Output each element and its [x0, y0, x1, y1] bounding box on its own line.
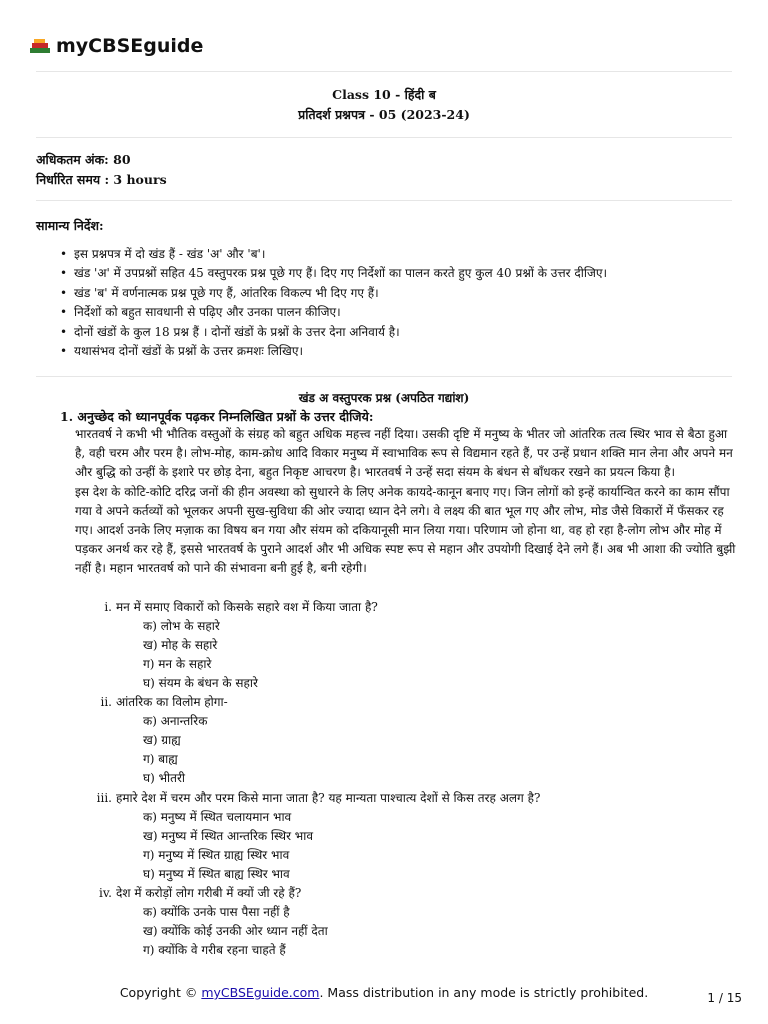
brand-name: myCBSEguide	[56, 35, 204, 57]
option: क) क्योंकि उनके पास पैसा नहीं है	[143, 905, 290, 919]
instructions-heading: सामान्य निर्देश:	[36, 218, 104, 233]
subquestion-text: आंतरिक का विलोम होगा-	[116, 695, 228, 709]
passage-paragraph: इस देश के कोटि-कोटि दरिद्र जनों की हीन अवस्था को सुधारने के लिए अनेक कायदे-कानून बनाए गए। जिन लोगों को इन्हें कार्यान्वित करने का काम सौंपा गया वे अपने कर्तव्यों को भूलकर अपनी सुख-सुविधा की ओर ज्यादा ध्यान देने लगे। वे लक्ष्य की बात भूल गए और लोभ, मोड जैसे विकारों में फँसकर रह गए। आदर्श उनके लिए मज़ाक का विषय बन गया और संयम को दकियानूसी मान लिया गया। परिणाम जो होना था, वह हो रहा है-लोग लोभ और मोह में पड़कर अनर्थ कर रहे हैं, इससे भारतवर्ष के पुराने आदर्श और भी अधिक स्पष्ट रूप से महान और उपयोगी दिखाई देने लगे हैं। अब भी आशा की ज्योति बुझी नहीं है। महान भारतवर्ष को पाने की संभावना बनी हुई है, बनी रहेगी।	[75, 484, 736, 576]
instruction-item: • निर्देशों को बहुत सावधानी से पढ़िए और उनका पालन कीजिए।	[60, 303, 740, 322]
subquestion-number: iii.	[96, 791, 112, 805]
question-number: 1.	[60, 409, 74, 424]
meta-divider	[36, 200, 732, 201]
option: क) लोभ के सहारे	[143, 619, 220, 633]
option: ग) बाह्य	[143, 752, 178, 766]
header-divider	[36, 71, 732, 72]
time-allowed: निर्धारित समय : 3 hours	[36, 172, 167, 187]
option: क) मनुष्य में स्थित चलायमान भाव	[143, 810, 292, 824]
subquestion-iii	[96, 789, 656, 884]
passage	[75, 425, 741, 579]
option: ग) मन के सहारे	[143, 657, 212, 671]
subquestion-ii	[96, 693, 656, 788]
option: ख) क्योंकि कोई उनकी ओर ध्यान नहीं देता	[143, 924, 328, 938]
option: घ) संयम के बंधन के सहारे	[143, 676, 258, 690]
option: क) अनान्तरिक	[143, 714, 208, 728]
paper-class-title: Class 10 - हिंदी ब	[332, 87, 436, 102]
option: ख) मनुष्य में स्थित आन्तरिक स्थिर भाव	[143, 829, 314, 843]
option: ख) ग्राह्य	[143, 733, 181, 747]
option: घ) मनुष्य में स्थित बाह्य स्थिर भाव	[143, 867, 290, 881]
option: ग) मनुष्य में स्थित ग्राह्य स्थिर भाव	[143, 848, 290, 862]
instruction-item: • खंड 'ब' में वर्णनात्मक प्रश्न पूछे गए हैं, आंतरिक विकल्प भी दिए गए हैं।	[60, 284, 740, 303]
subquestion-text: हमारे देश में चरम और परम किसे माना जाता है? यह मान्यता पाश्चात्य देशों से किस तरह अलग है?	[116, 791, 541, 805]
subquestion-i	[96, 598, 656, 693]
instruction-item: • यथासंभव दोनों खंडों के प्रश्नों के उत्तर क्रमशः लिखिए।	[60, 342, 740, 361]
site-header	[28, 32, 203, 60]
section-a-heading: खंड अ वस्तुपरक प्रश्न (अपठित गद्यांश)	[298, 391, 470, 405]
footer-copyright	[0, 985, 768, 1000]
instruction-item: • खंड 'अ' में उपप्रश्नों सहित 45 वस्तुपरक प्रश्न पूछे गए हैं। दिए गए निर्देशों का पालन करते हुए कुल 40 प्रश्नों के उत्तर दीजिए।	[60, 264, 740, 283]
site-link[interactable]: myCBSEguide.com	[201, 985, 320, 1000]
option: ख) मोह के सहारे	[143, 638, 218, 652]
title-divider	[36, 137, 732, 138]
instructions-list	[60, 245, 740, 361]
copyright-suffix: . Mass distribution in any mode is strictly prohibited.	[319, 985, 649, 1000]
subquestion-number: ii.	[100, 695, 112, 709]
subquestion-number: iv.	[98, 886, 112, 900]
subquestion-text: देश में करोड़ों लोग गरीबी में क्यों जी रहे हैं?	[116, 886, 302, 900]
instruction-item: • इस प्रश्नपत्र में दो खंड हैं - खंड 'अ' और 'ब'।	[60, 245, 740, 264]
max-marks: अधिकतम अंक: 80	[36, 152, 131, 167]
question-1-instruction	[60, 408, 373, 425]
page-number: 1 / 15	[707, 991, 742, 1005]
books-logo-icon	[28, 36, 52, 56]
question-instruction-text: अनुच्छेद को ध्यानपूर्वक पढ़कर निम्नलिखित प्रश्नों के उत्तर दीजिये:	[77, 409, 374, 424]
subquestion-iv	[96, 884, 656, 960]
option: घ) भीतरी	[143, 771, 185, 785]
instructions-divider	[36, 376, 732, 377]
subquestion-number: i.	[104, 600, 112, 614]
paper-subtitle: प्रतिदर्श प्रश्नपत्र - 05 (2023-24)	[298, 107, 470, 122]
subquestion-text: मन में समाए विकारों को किसके सहारे वश में किया जाता है?	[116, 600, 378, 614]
option: ग) क्योंकि वे गरीब रहना चाहते हैं	[143, 943, 286, 957]
instruction-item: • दोनों खंडों के कुल 18 प्रश्न हैं । दोनों खंडों के प्रश्नों के उत्तर देना अनिवार्य है।	[60, 323, 740, 342]
passage-paragraph: भारतवर्ष ने कभी भी भौतिक वस्तुओं के संग्रह को बहुत अधिक महत्त्व नहीं दिया। उसकी दृष्टि में मनुष्य के भीतर जो आंतरिक तत्व स्थिर भाव से बैठा हुआ है, वही चरम और परम है। लोभ-मोह, काम-क्रोध आदि विकार मनुष्य में स्वाभाविक रूप से विद्यमान रहते हैं, पर उन्हें प्रधान शक्ति मान लेना और अपने मन और बुद्धि को उन्हीं के इशारे पर छोड़ देना, बहुत निकृष्ट आचरण है। भारतवर्ष ने उन्हें सदा संयम के बंधन से बाँधकर रखने का प्रयत्न किया है।	[75, 427, 733, 480]
copyright-prefix: Copyright ©	[119, 985, 202, 1000]
